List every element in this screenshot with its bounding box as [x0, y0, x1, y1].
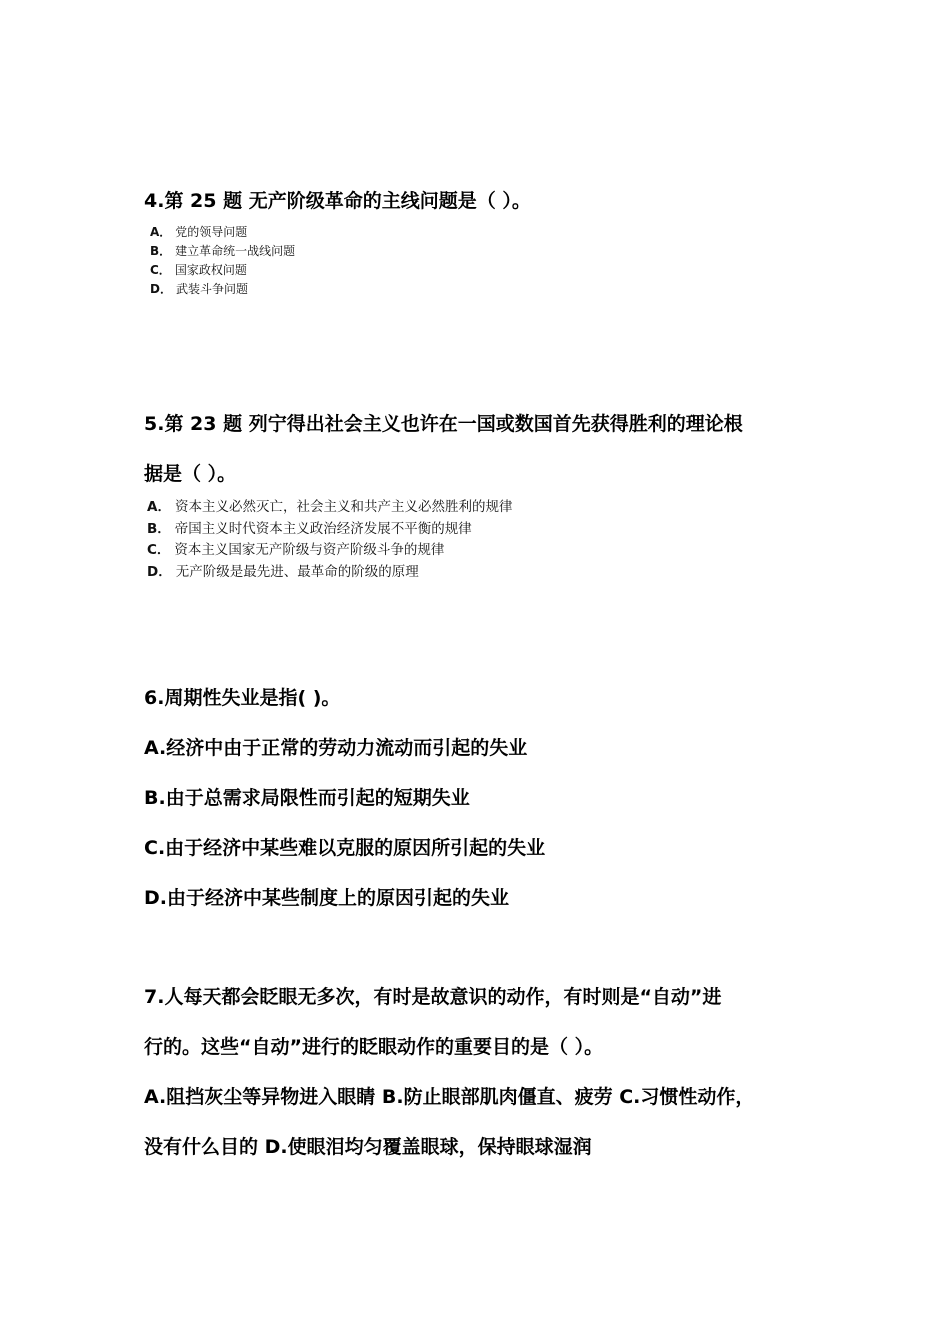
- question-5-stem-line-1: 5.第 23 题 列宁得出社会主义也许在一国或数国首先获得胜利的理论根: [144, 413, 743, 435]
- option-text: 国家政权问题: [174, 263, 247, 277]
- question-6-option-a: A.经济中由于正常的劳动力流动而引起的失业: [144, 737, 528, 759]
- question-6-option-c: C.由于经济中某些难以克服的原因所引起的失业: [144, 837, 546, 859]
- question-6-stem: 6.周期性失业是指( )。: [144, 687, 341, 709]
- option-text: 无产阶级是最先进、最革命的阶级的原理: [175, 564, 419, 580]
- option-text: 资本主义国家无产阶级与资产阶级斗争的规律: [174, 542, 445, 558]
- question-5-option-d: [147, 563, 419, 581]
- option-text: 武装斗争问题: [175, 282, 248, 296]
- question-5-option-c: [147, 541, 444, 559]
- option-letter: D．: [150, 282, 172, 296]
- question-4-option-a: [150, 224, 247, 240]
- question-7-options-line-1: A.阻挡灰尘等异物进入眼睛 B.防止眼部肌肉僵直、疲劳 C.习惯性动作，: [144, 1086, 755, 1108]
- option-letter: B．: [147, 521, 171, 537]
- question-4-option-d: [150, 281, 248, 297]
- option-text: 资本主义必然灭亡，社会主义和共产主义必然胜利的规律: [174, 499, 513, 515]
- option-text: 党的领导问题: [175, 225, 248, 239]
- option-letter: C．: [147, 542, 171, 558]
- option-text: 建立革命统一战线问题: [175, 244, 296, 258]
- option-letter: B．: [150, 244, 172, 258]
- question-7-stem-line-1: 7.人每天都会眨眼无多次，有时是故意识的动作，有时则是“自动”进: [144, 986, 722, 1008]
- option-letter: C．: [150, 263, 171, 277]
- question-5-option-b: [147, 520, 472, 538]
- question-4-stem: 4.第 25 题 无产阶级革命的主线问题是（ ）。: [144, 190, 531, 212]
- question-7-options-line-2: 没有什么目的 D.使眼泪均匀覆盖眼球，保持眼球湿润: [144, 1136, 592, 1158]
- question-5-option-a: [147, 498, 512, 516]
- question-5-stem-line-2: 据是（ ）。: [144, 463, 237, 485]
- option-letter: D．: [147, 564, 172, 580]
- question-4-option-b: [150, 243, 295, 259]
- option-text: 帝国主义时代资本主义政治经济发展不平衡的规律: [174, 521, 472, 537]
- option-letter: A．: [150, 225, 172, 239]
- question-6-option-b: B.由于总需求局限性而引起的短期失业: [144, 787, 470, 809]
- question-6-option-d: D.由于经济中某些制度上的原因引起的失业: [144, 887, 509, 909]
- question-4-option-c: [150, 262, 247, 278]
- option-letter: A．: [147, 499, 171, 515]
- question-7-stem-line-2: 行的。这些“自动”进行的眨眼动作的重要目的是（ ）。: [144, 1036, 604, 1058]
